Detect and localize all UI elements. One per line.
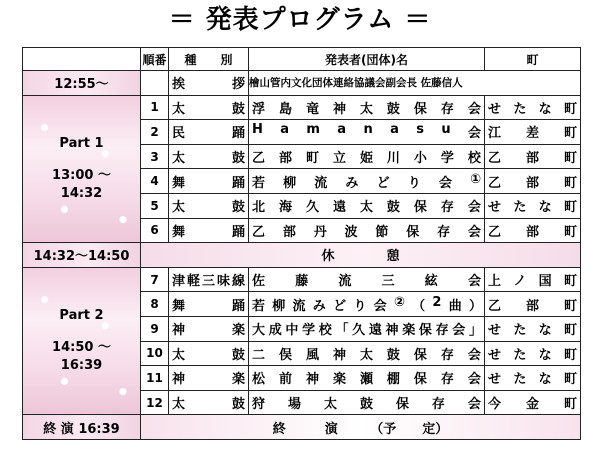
char: 神 — [332, 347, 346, 363]
performer-text — [249, 122, 484, 141]
char: 保 — [406, 224, 420, 240]
char: み — [312, 298, 325, 314]
closing-row — [23, 415, 581, 440]
char: 存 — [437, 224, 451, 240]
program-row — [23, 95, 581, 120]
char: 浮 — [252, 101, 266, 117]
opening-performer: 檜山管内文化団体連絡協議会副会長 佐藤信人 — [249, 71, 581, 96]
char: 会 — [467, 200, 481, 216]
char: な — [538, 347, 552, 363]
char: （ — [412, 298, 425, 314]
char: 会 — [467, 397, 481, 413]
part-time-start: 13:00 〜 — [52, 167, 111, 183]
char: 流 — [338, 274, 352, 290]
char: 遠 — [332, 200, 346, 216]
char: 瀬 — [359, 372, 373, 388]
char: 大 — [252, 323, 265, 339]
char: 民 — [172, 126, 186, 142]
char: 太 — [172, 397, 186, 413]
performer-cell — [249, 366, 485, 391]
char: 三 — [201, 274, 215, 290]
town-cell — [485, 120, 581, 145]
char: 楽 — [231, 372, 245, 388]
part-label: Part 2 — [59, 308, 104, 324]
char: 軽 — [186, 274, 200, 290]
town-text — [485, 221, 580, 240]
performer-cell — [249, 316, 485, 341]
char: り — [407, 175, 421, 191]
town-cell — [485, 144, 581, 169]
char: 柳 — [272, 298, 285, 314]
char: 楽 — [231, 323, 245, 339]
opening-time: 12:55〜 — [23, 71, 141, 96]
char: m — [306, 122, 320, 138]
char: 部 — [278, 151, 292, 167]
category-text — [169, 270, 248, 289]
char: 乙 — [252, 224, 266, 240]
char: ど — [333, 298, 346, 314]
opening-row — [23, 71, 581, 96]
char: ② — [393, 294, 404, 310]
char: 津 — [172, 274, 186, 290]
char: 町 — [563, 224, 577, 240]
performer-text — [249, 295, 484, 314]
char: 保 — [418, 323, 431, 339]
town-text — [485, 368, 580, 387]
performer-text — [249, 147, 484, 166]
char: 節 — [375, 224, 389, 240]
program-row — [23, 267, 581, 292]
char: 町 — [563, 151, 577, 167]
order-cell: 4 — [141, 169, 169, 194]
category-text — [169, 368, 248, 387]
char: 鼓 — [231, 200, 245, 216]
performer-cell — [249, 95, 485, 120]
closing-label: 終 演 （予 定） — [141, 415, 581, 440]
char: 流 — [314, 175, 328, 191]
char: 学 — [440, 151, 454, 167]
char: 乙 — [488, 224, 502, 240]
char: 楽 — [402, 323, 415, 339]
char: 学 — [302, 323, 315, 339]
char: 絃 — [424, 274, 438, 290]
char: 町 — [563, 101, 577, 117]
char: ど — [376, 175, 390, 191]
char: 流 — [292, 298, 305, 314]
char: 踊 — [231, 126, 245, 142]
order-cell: 12 — [141, 390, 169, 415]
char: 鼓 — [359, 397, 373, 413]
char: 三 — [381, 274, 395, 290]
category-cell — [169, 292, 249, 317]
order-cell: 8 — [141, 292, 169, 317]
performer-cell — [249, 267, 485, 292]
performer-text — [249, 172, 484, 191]
char: 味 — [216, 274, 230, 290]
town-cell — [485, 218, 581, 243]
char: 会 — [452, 323, 465, 339]
char: せ — [488, 372, 502, 388]
char: 北 — [252, 200, 266, 216]
char: 棚 — [386, 372, 400, 388]
char: 舞 — [172, 298, 186, 314]
performer-cell — [249, 218, 485, 243]
char: た — [513, 101, 527, 117]
town-text — [485, 172, 580, 191]
char: 乙 — [252, 151, 266, 167]
char: 神 — [172, 323, 186, 339]
char: 海 — [278, 200, 292, 216]
category-text — [169, 147, 248, 166]
char: ① — [469, 171, 481, 187]
town-cell — [485, 316, 581, 341]
char: 久 — [352, 323, 365, 339]
char: 立 — [332, 151, 346, 167]
category-text — [169, 393, 248, 412]
char: 町 — [563, 323, 577, 339]
performer-text — [249, 270, 484, 289]
char: 鼓 — [231, 347, 245, 363]
char: a — [337, 122, 347, 138]
char: 柳 — [283, 175, 297, 191]
char: 町 — [563, 126, 577, 142]
char: 川 — [386, 151, 400, 167]
char: 存 — [431, 397, 445, 413]
performer-text — [249, 344, 484, 363]
town-text — [485, 344, 580, 363]
char: 前 — [278, 372, 292, 388]
header-time — [23, 48, 141, 71]
char: り — [353, 298, 366, 314]
char: 舞 — [172, 175, 186, 191]
category-text — [169, 172, 248, 191]
performer-text — [249, 98, 484, 117]
char: 会 — [467, 224, 481, 240]
char: 国 — [538, 274, 552, 290]
char: 保 — [413, 347, 427, 363]
char: 曲 — [448, 298, 461, 314]
town-cell — [485, 95, 581, 120]
char: 藤 — [295, 274, 309, 290]
town-text — [485, 393, 580, 412]
header-performer: 発表者(団体)名 — [249, 48, 485, 71]
order-cell: 11 — [141, 366, 169, 391]
char: 神 — [385, 323, 398, 339]
opening-category — [169, 71, 249, 96]
order-cell: 10 — [141, 341, 169, 366]
town-text — [485, 147, 580, 166]
char: 乙 — [488, 298, 502, 314]
char: 会 — [438, 175, 452, 191]
part-time-start: 14:50 〜 — [52, 340, 111, 356]
char: a — [390, 122, 399, 138]
char: 会 — [373, 298, 386, 314]
char: 鼓 — [386, 200, 400, 216]
char: 狩 — [252, 397, 266, 413]
char: 太 — [359, 200, 373, 216]
performer-text — [249, 221, 484, 240]
char: 存 — [440, 372, 454, 388]
char: せ — [488, 101, 502, 117]
category-text — [169, 98, 248, 117]
char: 保 — [413, 200, 427, 216]
char: 部 — [525, 151, 539, 167]
char: 保 — [413, 101, 427, 117]
char: 町 — [563, 298, 577, 314]
category-cell — [169, 144, 249, 169]
char: た — [513, 347, 527, 363]
category-cell — [169, 120, 249, 145]
category-cell — [169, 169, 249, 194]
char: 会 — [467, 347, 481, 363]
town-cell — [485, 390, 581, 415]
char: 部 — [525, 298, 539, 314]
char: 若 — [252, 298, 265, 314]
char: 竜 — [305, 101, 319, 117]
char: 保 — [413, 372, 427, 388]
program-table — [22, 47, 581, 440]
order-cell: 5 — [141, 193, 169, 218]
char: 拶 — [231, 77, 245, 93]
char: 鼓 — [231, 397, 245, 413]
char: H — [252, 122, 263, 138]
header-town: 町 — [485, 48, 581, 71]
town-text — [485, 196, 580, 215]
char: 神 — [172, 372, 186, 388]
char: 存 — [440, 200, 454, 216]
char: 差 — [525, 126, 539, 142]
char: 太 — [172, 101, 186, 117]
char: 太 — [323, 397, 337, 413]
char: 部 — [525, 175, 539, 191]
town-text — [485, 98, 580, 117]
char: 会 — [467, 372, 481, 388]
char: 踊 — [231, 175, 245, 191]
performer-cell — [249, 120, 485, 145]
order-cell: 2 — [141, 120, 169, 145]
char: ） — [468, 298, 481, 314]
char: 町 — [563, 200, 577, 216]
header-category: 種 別 — [169, 48, 249, 71]
performer-cell — [249, 144, 485, 169]
char: 佐 — [252, 274, 266, 290]
char: 会 — [467, 101, 481, 117]
char: 部 — [282, 224, 296, 240]
char: 金 — [525, 397, 539, 413]
char: せ — [488, 347, 502, 363]
char: 乙 — [488, 151, 502, 167]
closing-time: 終 演 16:39 — [23, 415, 141, 440]
part-time-end: 16:39 — [60, 358, 103, 374]
char: 町 — [563, 347, 577, 363]
char: 線 — [231, 274, 245, 290]
performer-cell — [249, 341, 485, 366]
char: u — [441, 122, 451, 138]
char: 踊 — [231, 224, 245, 240]
page-title: ＝ 発表プログラム ＝ — [168, 5, 432, 35]
char: 楽 — [332, 372, 346, 388]
break-row — [23, 243, 581, 268]
town-text — [485, 295, 580, 314]
char: 町 — [305, 151, 319, 167]
break-time: 14:32〜14:50 — [23, 243, 141, 268]
category-text — [169, 221, 248, 240]
char: 存 — [440, 347, 454, 363]
order-cell: 7 — [141, 267, 169, 292]
char: 存 — [435, 323, 448, 339]
header-row — [23, 48, 581, 71]
char: 校 — [318, 323, 331, 339]
char: ノ — [513, 274, 527, 290]
category-text — [169, 319, 248, 338]
char: 鼓 — [386, 101, 400, 117]
part2-label-cell — [23, 267, 141, 415]
category-cell — [169, 366, 249, 391]
part-time-end: 14:32 — [60, 185, 103, 201]
char: せ — [488, 323, 502, 339]
char: n — [363, 122, 373, 138]
char: 二 — [252, 347, 266, 363]
char: た — [513, 200, 527, 216]
category-cell — [169, 341, 249, 366]
char: た — [513, 323, 527, 339]
char: 町 — [563, 175, 577, 191]
category-cell — [169, 193, 249, 218]
program-body — [23, 71, 581, 440]
town-cell — [485, 341, 581, 366]
char: 若 — [252, 175, 266, 191]
category-cell — [169, 218, 249, 243]
order-cell: 1 — [141, 95, 169, 120]
char: な — [538, 101, 552, 117]
char: 乙 — [488, 175, 502, 191]
char: 太 — [172, 347, 186, 363]
char: な — [538, 200, 552, 216]
char: 小 — [413, 151, 427, 167]
performer-text — [249, 393, 484, 412]
break-label: 休 憩 — [141, 243, 581, 268]
char: 「 — [335, 323, 348, 339]
town-text — [485, 122, 580, 141]
part-label: Part 1 — [59, 135, 104, 151]
char: 舞 — [172, 224, 186, 240]
char: 鼓 — [231, 151, 245, 167]
char: 町 — [563, 372, 577, 388]
char: な — [538, 323, 552, 339]
char: 保 — [395, 397, 409, 413]
town-cell — [485, 267, 581, 292]
char: 久 — [305, 200, 319, 216]
performer-cell — [249, 292, 485, 317]
char: み — [345, 175, 359, 191]
char: 会 — [467, 126, 481, 142]
char: た — [513, 372, 527, 388]
char: 成 — [268, 323, 281, 339]
char: 2 — [432, 294, 441, 310]
town-text — [485, 319, 580, 338]
char: 存 — [440, 101, 454, 117]
char: 俣 — [278, 347, 292, 363]
char: 島 — [278, 101, 292, 117]
char: 鼓 — [231, 101, 245, 117]
town-text — [485, 270, 580, 289]
char: 太 — [359, 347, 373, 363]
char: 会 — [467, 274, 481, 290]
order-cell: 6 — [141, 218, 169, 243]
char: s — [416, 122, 424, 138]
char: 踊 — [231, 298, 245, 314]
char: 鼓 — [386, 347, 400, 363]
town-cell — [485, 292, 581, 317]
char: 挨 — [172, 77, 186, 93]
char: a — [280, 122, 290, 138]
town-cell — [485, 169, 581, 194]
char: 江 — [488, 126, 502, 142]
performer-text — [249, 196, 484, 215]
char: 遠 — [368, 323, 381, 339]
char: 姫 — [359, 151, 373, 167]
order-cell: 9 — [141, 316, 169, 341]
town-cell — [485, 366, 581, 391]
category-cell — [169, 95, 249, 120]
char: 校 — [467, 151, 481, 167]
performer-text — [249, 368, 484, 387]
category-text — [169, 122, 248, 141]
char: 部 — [525, 224, 539, 240]
performer-cell — [249, 390, 485, 415]
char: 中 — [285, 323, 298, 339]
char: 今 — [488, 397, 502, 413]
category-text — [169, 196, 248, 215]
category-text — [169, 344, 248, 363]
char: 太 — [172, 200, 186, 216]
char: 太 — [359, 101, 373, 117]
char: 上 — [488, 274, 502, 290]
performer-cell — [249, 169, 485, 194]
category-cell — [169, 390, 249, 415]
char: せ — [488, 200, 502, 216]
spacer — [23, 325, 140, 339]
char: 」 — [468, 323, 481, 339]
category-cell — [169, 316, 249, 341]
char: 波 — [344, 224, 358, 240]
spacer — [23, 153, 140, 167]
char: 町 — [563, 274, 577, 290]
header-order: 順番 — [141, 48, 169, 71]
char: 神 — [332, 101, 346, 117]
town-cell — [485, 193, 581, 218]
char: 太 — [172, 151, 186, 167]
category-text — [169, 295, 248, 314]
performer-text — [249, 319, 484, 338]
category-cell — [169, 267, 249, 292]
char: 町 — [563, 397, 577, 413]
char: 丹 — [313, 224, 327, 240]
char: 松 — [252, 372, 266, 388]
char: 場 — [287, 397, 301, 413]
char: 神 — [305, 372, 319, 388]
char: な — [538, 372, 552, 388]
part1-label-cell — [23, 95, 141, 243]
char: 風 — [305, 347, 319, 363]
performer-cell — [249, 193, 485, 218]
opening-order — [141, 71, 169, 96]
order-cell: 3 — [141, 144, 169, 169]
